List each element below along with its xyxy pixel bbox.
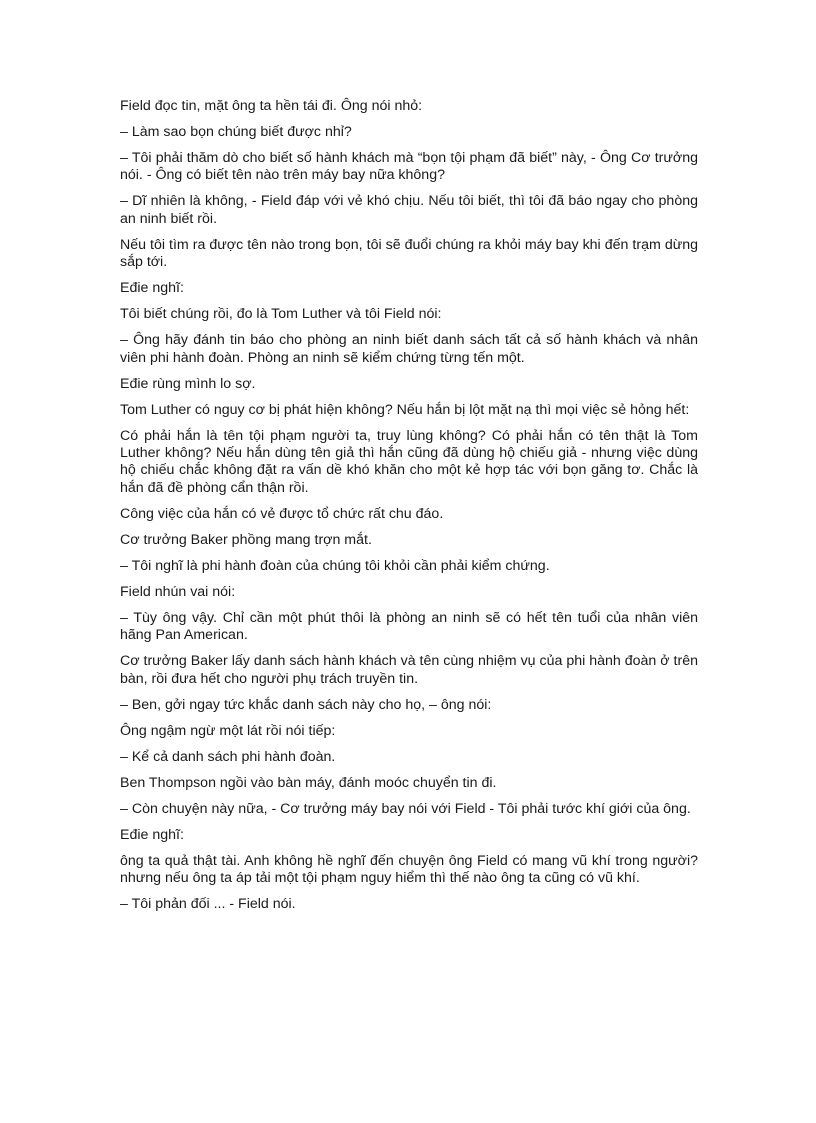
- paragraph-10: Tom Luther có nguy cơ bị phát hiện không? Nếu hắn bị lột mặt nạ thì mọi việc sẻ hỏng hết:: [120, 401, 690, 418]
- paragraph-15: Field nhún vai nói:: [120, 583, 236, 600]
- document-body: [120, 98, 698, 922]
- paragraph-21: Ben Thompson ngồi vào bàn máy, đánh moóc chuyển tin đi.: [120, 774, 497, 791]
- paragraph-9: Eđie rùng mình lo sợ.: [120, 375, 256, 392]
- paragraph-14: – Tôi nghĩ là phi hành đoàn của chúng tôi khỏi cần phải kiểm chứng.: [120, 557, 550, 574]
- paragraph-22: – Còn chuyện này nữa, - Cơ trưởng máy bay nói với Field - Tôi phải tước khí giới của ông.: [120, 800, 691, 817]
- paragraph-16: – Tùy ông vậy. Chỉ cần một phút thôi là phòng an ninh sẽ có hết tên tuổi của nhân viên hãng Pan American.: [120, 609, 698, 644]
- paragraph-20: – Kể cả danh sách phi hành đoàn.: [120, 748, 336, 765]
- paragraph-24: ông ta quả thật tài. Anh không hề nghĩ đến chuyện ông Field có mang vũ khí trong người? nhưng nếu ông ta áp tải một tội phạm nguy hiểm thì thế nào ông ta cũng có vũ khí.: [120, 852, 698, 887]
- paragraph-23: Eđie nghĩ:: [120, 826, 184, 843]
- paragraph-4: – Dĩ nhiên là không, - Field đáp với vẻ khó chịu. Nếu tôi biết, thì tôi đã báo ngay cho phòng an ninh biết rồi.: [120, 193, 698, 227]
- paragraph-5: Nếu tôi tìm ra được tên nào trong bọn, tôi sẽ đuổi chúng ra khỏi máy bay khi đến trạm dừng sắp tới.: [120, 236, 698, 271]
- paragraph-2: – Làm sao bọn chúng biết được nhỉ?: [120, 124, 352, 140]
- paragraph-8: – Ông hãy đánh tin báo cho phòng an ninh biết danh sách tất cả số hành khách và nhân viên phi hành đoàn. Phòng an ninh sẽ kiểm chứng từng tến một.: [120, 332, 698, 366]
- paragraph-17: Cơ trưởng Baker lấy danh sách hành khách và tên cùng nhiệm vụ của phi hành đoàn ở trên bàn, rồi đưa hết cho người phụ trách truyền tin.: [120, 653, 698, 687]
- paragraph-3: – Tôi phải thăm dò cho biết số hành khách mà “bọn tội phạm đã biết” này, - Ông Cơ trưởng nói. - Ông có biết tên nào trên máy bay nữa không?: [120, 150, 698, 184]
- paragraph-11: Có phải hắn là tên tội phạm người ta, truy lùng không? Có phải hắn có tên thật là Tom Luther không? Nếu hắn dùng tên giả thì hắn cũng đã dùng hộ chiếu giả - nhưng việc dùng hộ chiếu chắc không đặt ra vấn dề khó khăn cho một kẻ hợp tác với bọn găng tơ. Chắc là hắn đã đề phòng cẩn thận rồi.: [120, 427, 698, 496]
- paragraph-1: Field đọc tin, mặt ông ta hền tái đi. Ông nói nhỏ:: [120, 98, 423, 114]
- paragraph-25: – Tôi phản đối ... - Field nói.: [120, 896, 296, 913]
- paragraph-6: Eđie nghĩ:: [120, 280, 184, 297]
- paragraph-7: Tôi biết chúng rồi, đo là Tom Luther và tôi Field nói:: [120, 306, 442, 323]
- paragraph-19: Ông ngậm ngừ một lát rồi nói tiếp:: [120, 722, 336, 739]
- paragraph-13: Cơ trưởng Baker phồng mang trợn mắt.: [120, 531, 372, 548]
- paragraph-12: Công việc của hắn có vẻ được tổ chức rất chu đáo.: [120, 505, 444, 522]
- paragraph-18: – Ben, gởi ngay tức khắc danh sách này cho họ, – ông nói:: [120, 696, 492, 713]
